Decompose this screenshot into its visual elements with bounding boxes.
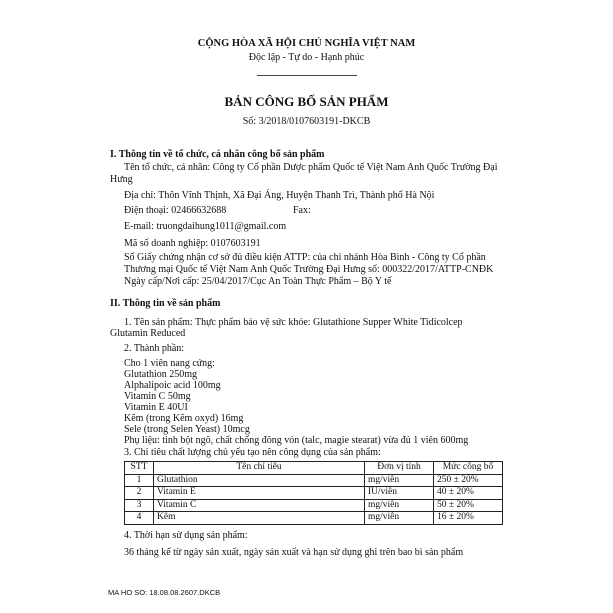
address: Địa chỉ: Thôn Vĩnh Thịnh, Xã Đại Áng, Huyện Thanh Trì, Thành phố Hà Nội [124, 190, 435, 201]
cell: 2 [125, 487, 154, 500]
table-row [125, 499, 503, 512]
fax: Fax: [293, 205, 311, 216]
cell: Vitamin C [154, 499, 365, 512]
cell: Kẽm [154, 512, 365, 525]
shelf-life-heading: 4. Thời hạn sử dụng sản phẩm: [124, 530, 248, 541]
org-name: Tên tổ chức, cá nhân: Công ty Cổ phần Dược phẩm Quốc tế Việt Nam Anh Quốc Trường Đại [124, 162, 498, 173]
table-row [125, 474, 503, 487]
cell: mg/viên [365, 474, 434, 487]
tax-id: Mã số doanh nghiệp: 0107603191 [124, 238, 261, 249]
divider [257, 75, 357, 76]
dossier-code: MA HO SO: 18.08.08.2607.DKCB [108, 588, 221, 597]
ingredient: Vitamin E 40UI [124, 402, 188, 413]
product-name: 1. Tên sản phẩm: Thực phẩm bảo vệ sức khỏe: Glutathione Supper White Tidicolcep [124, 317, 463, 328]
quality-table [124, 461, 503, 525]
ingredient: Vitamin C 50mg [124, 391, 191, 402]
ingredient: Alphalipoic acid 100mg [124, 380, 221, 391]
cell: 50 ± 20% [434, 499, 503, 512]
ingredient: Sele (trong Selen Yeast) 10mcg [124, 424, 250, 435]
ingredient: Cho 1 viên nang cứng: [124, 358, 215, 369]
cell: Glutathion [154, 474, 365, 487]
cell: 3 [125, 499, 154, 512]
document-number: Số: 3/2018/0107603191-DKCB [242, 116, 371, 127]
product-name-cont: Glutamin Reduced [110, 328, 186, 339]
cell: mg/viên [365, 512, 434, 525]
nation-header: CỘNG HÒA XÃ HỘI CHỦ NGHĨA VIỆT NAM [197, 38, 416, 49]
cell: 16 ± 20% [434, 512, 503, 525]
cell: IU/viên [365, 487, 434, 500]
phone: Điện thoại: 02466632688 [124, 205, 227, 216]
ingredients-heading: 2. Thành phần: [124, 343, 185, 354]
cert-line: Số Giấy chứng nhận cơ sở đủ điều kiện ATTP: của chi nhánh Hòa Bình - Công ty Cổ phần [124, 252, 486, 263]
cell: mg/viên [365, 499, 434, 512]
header-cell: Tên chỉ tiêu [154, 462, 365, 475]
ingredient: Glutathion 250mg [124, 369, 198, 380]
table-row [125, 512, 503, 525]
email: E-mail: truongdaihung1011@gmail.com [124, 221, 287, 232]
section2-heading: II. Thông tin về sản phẩm [110, 298, 221, 309]
document-title: BẢN CÔNG BỐ SẢN PHẨM [224, 94, 389, 109]
table-row [125, 487, 503, 500]
quality-heading: 3. Chỉ tiêu chất lượng chủ yếu tạo nên công dụng của sản phẩm: [124, 447, 381, 458]
cell: 1 [125, 474, 154, 487]
cell: 250 ± 20% [434, 474, 503, 487]
header-cell: STT [125, 462, 154, 475]
cell: 4 [125, 512, 154, 525]
cert-line: Thương mại Quốc tế Việt Nam Anh Quốc Trường Đại Hưng số: 000322/2017/ATTP-CNĐK [124, 264, 494, 275]
header-cell: Mức công bố [434, 462, 503, 475]
ingredient: Kẽm (trong Kẽm oxyd) 16mg [124, 413, 244, 424]
table-header-row [125, 462, 503, 475]
cell: 40 ± 20% [434, 487, 503, 500]
motto: Độc lập - Tự do - Hạnh phúc [248, 52, 365, 63]
header-cell: Đơn vị tính [365, 462, 434, 475]
shelf-life-text: 36 tháng kể từ ngày sản xuất, ngày sản xuất và hạn sử dụng ghi trên bao bì sản phẩm [124, 547, 464, 558]
section1-heading: I. Thông tin về tổ chức, cá nhân công bố sản phẩm [110, 149, 325, 160]
cert-line: Ngày cấp/Nơi cấp: 25/04/2017/Cục An Toàn Thực Phẩm – Bộ Y tế [124, 276, 392, 287]
cell: Vitamin E [154, 487, 365, 500]
ingredient: Phụ liệu: tinh bột ngô, chất chống đông vón (talc, magie stearat) vừa đủ 1 viên 600mg [124, 435, 469, 446]
org-name-cont: Hưng [110, 174, 133, 185]
